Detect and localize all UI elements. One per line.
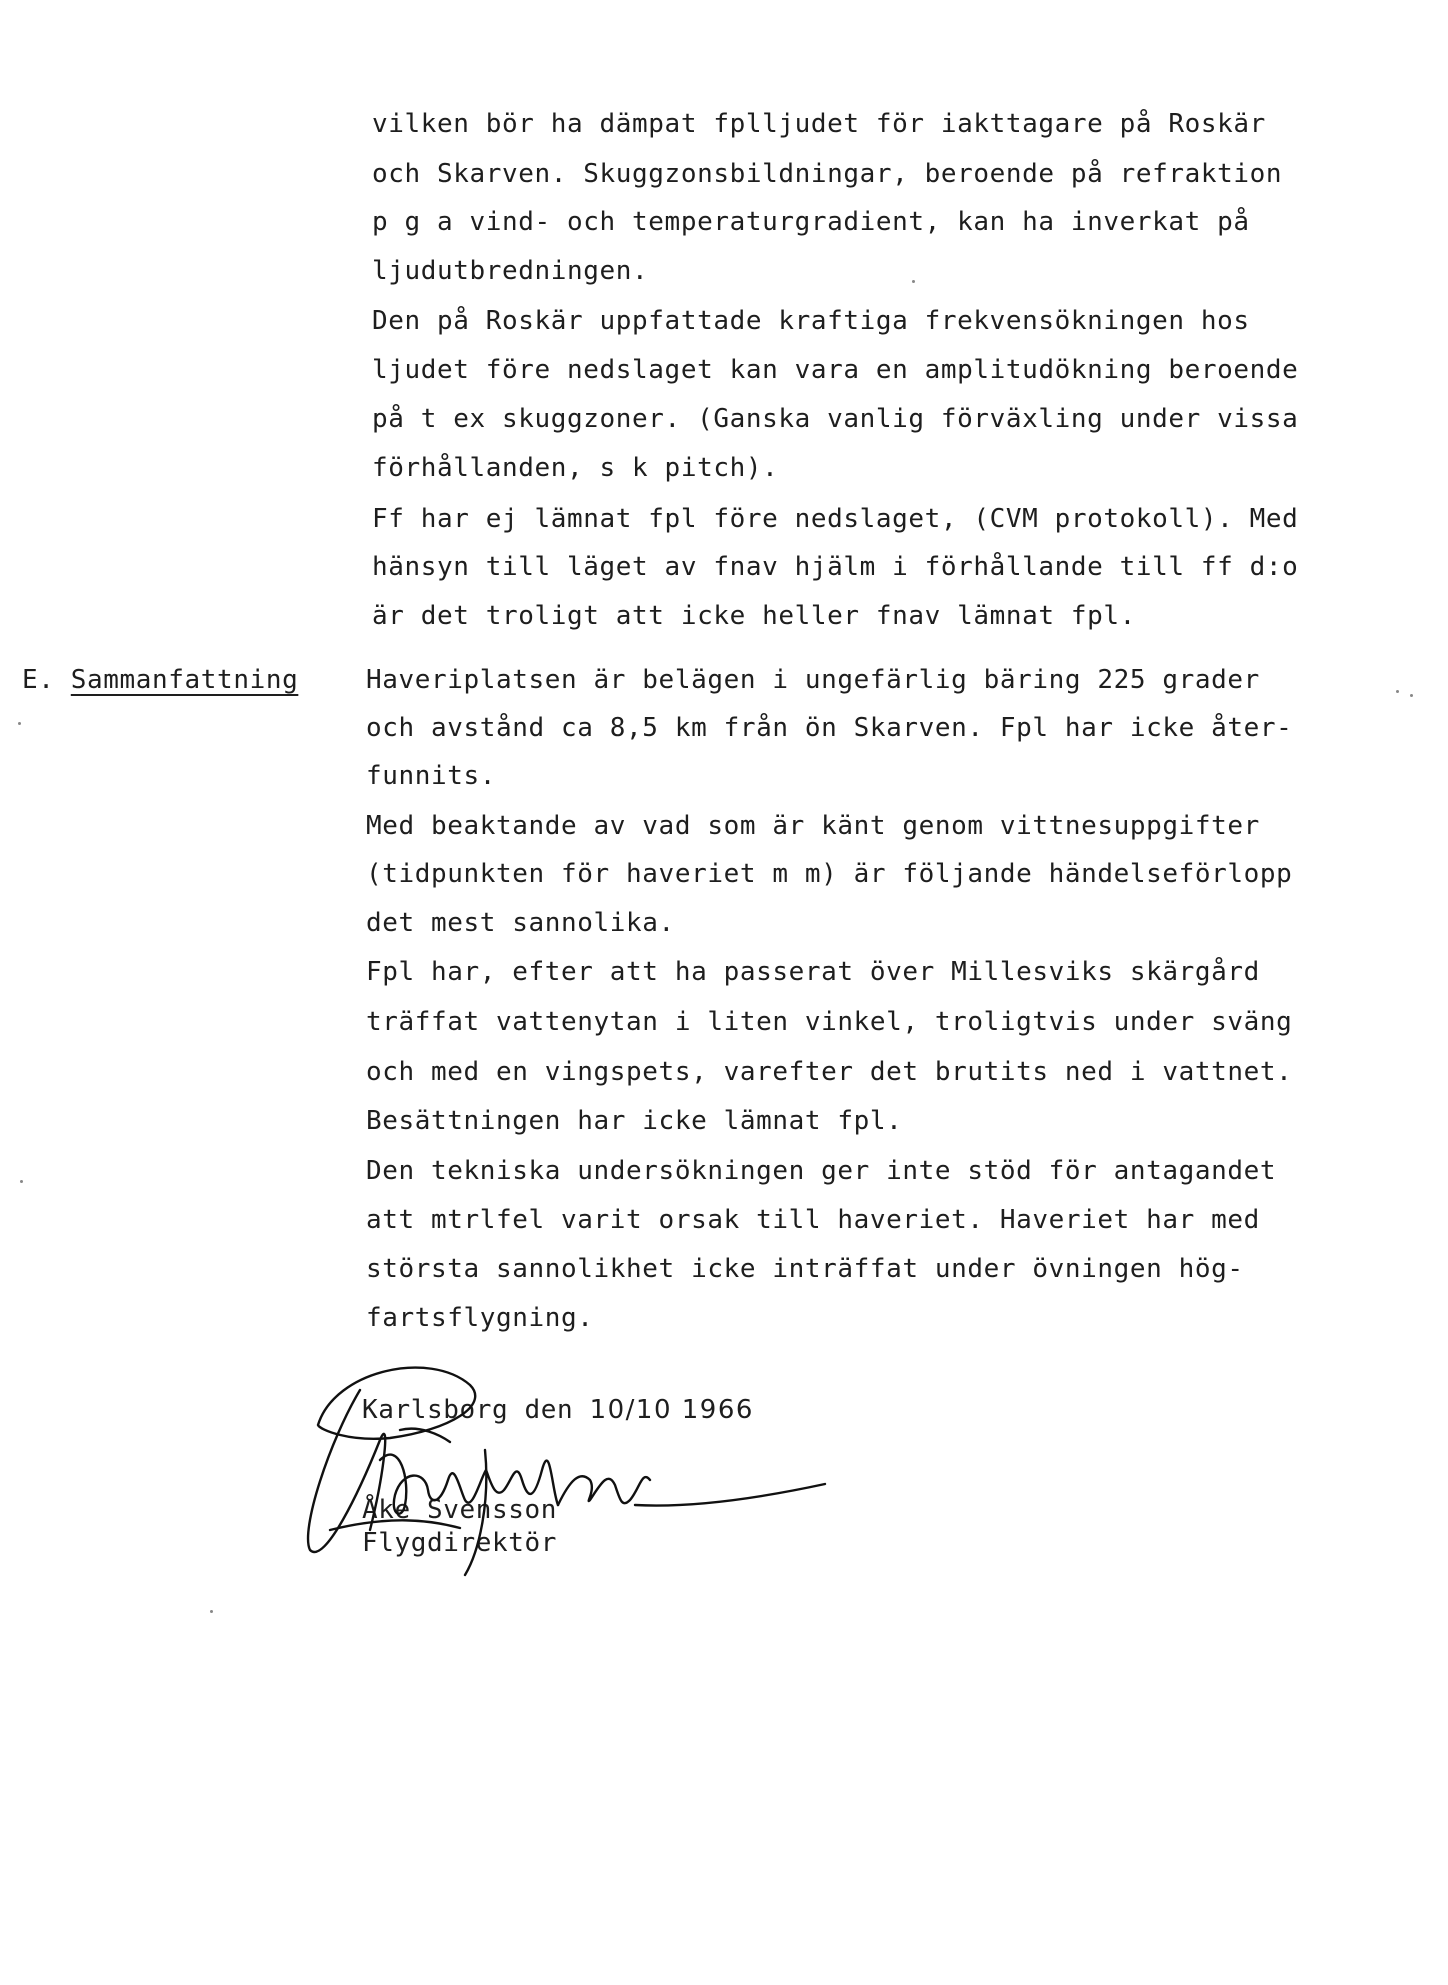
scan-speck: [912, 280, 915, 283]
paragraph-line: vilken bör ha dämpat fplljudet för iakttagare på Roskär: [372, 109, 1266, 139]
paragraph-line: Ff har ej lämnat fpl före nedslaget, (CVM protokoll). Med: [372, 504, 1299, 534]
paragraph-line: är det troligt att icke heller fnav lämnat fpl.: [372, 601, 1136, 631]
summary-line: (tidpunkten för haveriet m m) är följande händelseförlopp: [366, 859, 1293, 889]
summary-line: Med beaktande av vad som är känt genom vittnesuppgifter: [366, 811, 1260, 841]
paragraph-line: på t ex skuggzoner. (Ganska vanlig förväxling under vissa: [372, 404, 1299, 434]
scan-speck: [1396, 690, 1399, 693]
paragraph-line: och Skarven. Skuggzonsbildningar, beroende på refraktion: [372, 159, 1283, 189]
paragraph-line: ljudutbredningen.: [372, 256, 649, 286]
summary-line: Haveriplatsen är belägen i ungefärlig bäring 225 grader: [366, 665, 1260, 695]
paragraph-line: p g a vind- och temperaturgradient, kan ha inverkat på: [372, 207, 1250, 237]
paragraph-line: förhållanden, s k pitch).: [372, 453, 779, 483]
summary-line: det mest sannolika.: [366, 908, 675, 938]
scan-speck: [20, 1180, 23, 1183]
section-e-heading: [22, 664, 298, 696]
scan-speck: [18, 722, 21, 725]
handwritten-signature: [290, 1330, 850, 1580]
summary-line: funnits.: [366, 761, 497, 791]
place-text: Karlsborg den: [362, 1395, 574, 1425]
section-letter: E.: [22, 665, 55, 695]
date-text: 10/10 1966: [589, 1395, 754, 1425]
paragraph-line: hänsyn till läget av fnav hjälm i förhållande till ff d:o: [372, 552, 1299, 582]
signer-name: Åke Svensson: [362, 1495, 558, 1525]
scan-speck: [1410, 694, 1413, 697]
summary-line: träffat vattenytan i liten vinkel, troligtvis under sväng: [366, 1007, 1293, 1037]
summary-line: att mtrlfel varit orsak till haveriet. Haveriet har med: [366, 1205, 1260, 1235]
paragraph-line: Den på Roskär uppfattade kraftiga frekvensökningen hos: [372, 306, 1250, 336]
summary-line: Den tekniska undersökningen ger inte stöd för antagandet: [366, 1156, 1277, 1186]
summary-line: största sannolikhet icke inträffat under övningen hög-: [366, 1254, 1244, 1284]
signer-role: Flygdirektör: [362, 1528, 558, 1558]
summary-line: Besättningen har icke lämnat fpl.: [366, 1106, 903, 1136]
summary-line: fartsflygning.: [366, 1303, 594, 1333]
paragraph-line: ljudet före nedslaget kan vara en amplitudökning beroende: [372, 355, 1299, 385]
summary-line: och avstånd ca 8,5 km från ön Skarven. Fpl har icke åter-: [366, 713, 1293, 743]
section-title: Sammanfattning: [70, 665, 299, 695]
summary-line: och med en vingspets, varefter det brutits ned i vattnet.: [366, 1057, 1293, 1087]
summary-line: Fpl har, efter att ha passerat över Millesviks skärgård: [366, 957, 1260, 987]
scan-speck: [210, 1610, 213, 1613]
